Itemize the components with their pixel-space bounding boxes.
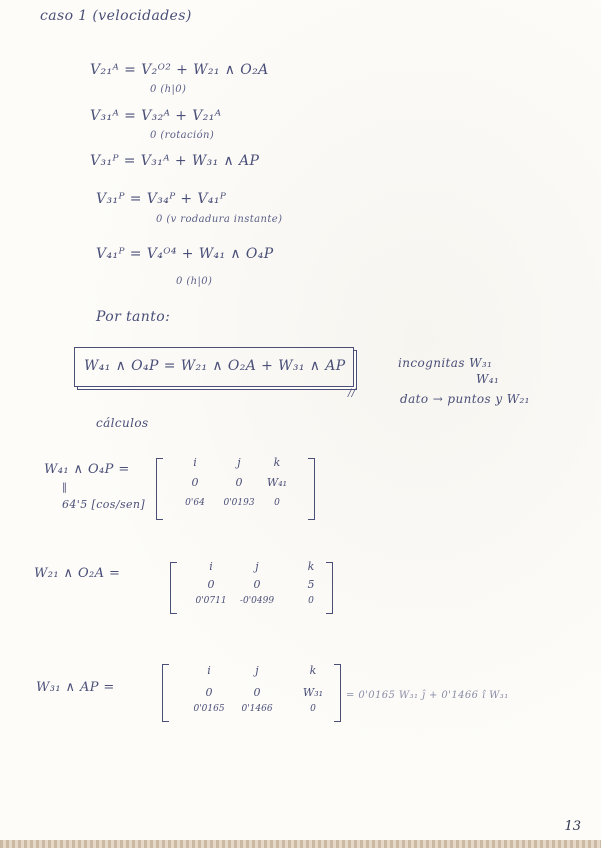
- por-tanto-label: Por tanto:: [96, 309, 171, 325]
- equation-4-note: 0 (v rodadura instante): [156, 214, 283, 225]
- matrix-1-cell: k: [273, 456, 281, 469]
- given-data: dato → puntos y W₂₁: [400, 392, 530, 406]
- matrix-2-cell: k: [307, 560, 315, 573]
- matrix-1-cell: 0'64: [185, 498, 205, 508]
- matrix-2-cell: i: [209, 560, 213, 573]
- double-slash-mark: //: [348, 388, 356, 399]
- equation-2-note: 0 (rotación): [150, 130, 215, 141]
- matrix-1-equals-mark: ‖: [62, 482, 68, 493]
- matrix-3-lhs: W₃₁ ∧ AP =: [36, 680, 115, 695]
- equation-1-note: 0 (h|0): [150, 84, 187, 95]
- equation-4: V₃₁ᴾ = V₃₄ᴾ + V₄₁ᴾ: [96, 191, 227, 207]
- matrix-2-cell: 0: [207, 578, 215, 591]
- unknowns-word: incognitas: [398, 356, 465, 370]
- matrix-3-result: = 0'0165 W₃₁ ĵ + 0'1466 î W₃₁: [346, 690, 509, 701]
- matrix-3-cell: i: [207, 664, 211, 677]
- matrix-1-cell: 0: [191, 476, 199, 489]
- matrix-1-cell: i: [193, 456, 197, 469]
- matrix-2-cell: -0'0499: [239, 596, 275, 606]
- matrix-1-cell: j: [237, 456, 241, 469]
- matrix-1-lhs: W₄₁ ∧ O₄P =: [44, 462, 130, 477]
- unknown-w41: W₄₁: [476, 372, 500, 386]
- page-title: caso 1 (velocidades): [40, 8, 192, 24]
- matrix-3-cell: k: [309, 664, 317, 677]
- matrix-3-cell: j: [255, 664, 259, 677]
- unknown-w31: W₃₁: [469, 356, 493, 370]
- unknowns-label: [398, 356, 492, 370]
- equation-1: V₂₁ᴬ = V₂ᴼ² + W₂₁ ∧ O₂A: [90, 62, 269, 78]
- equation-5-note: 0 (h|0): [176, 276, 213, 287]
- matrix-2-lhs: W₂₁ ∧ O₂A =: [34, 566, 121, 581]
- equation-2: V₃₁ᴬ = V₃₂ᴬ + V₂₁ᴬ: [90, 108, 222, 124]
- matrix-2-cell: 5: [307, 578, 315, 591]
- matrix-1-cell: W₄₁: [266, 476, 288, 489]
- matrix-2-cell: 0: [253, 578, 261, 591]
- matrix-2-cell: j: [255, 560, 259, 573]
- matrix-3-cell: 0: [310, 704, 316, 714]
- equation-5: V₄₁ᴾ = V₄ᴼ⁴ + W₄₁ ∧ O₄P: [96, 246, 274, 262]
- matrix-1-right-bracket: [308, 458, 315, 520]
- matrix-3-cell: W₃₁: [302, 686, 324, 699]
- matrix-3-left-bracket: [162, 664, 169, 722]
- matrix-1-cell: 0: [235, 476, 243, 489]
- matrix-1-angle: 64'5 [cos/sen]: [62, 498, 146, 511]
- matrix-3-cell: 0: [205, 686, 213, 699]
- page-number: 13: [564, 819, 581, 834]
- matrix-3-cell: 0: [253, 686, 261, 699]
- matrix-2-left-bracket: [170, 562, 177, 614]
- matrix-2-cell: 0: [308, 596, 314, 606]
- matrix-2-cell: 0'0711: [195, 596, 227, 606]
- calculos-label: cálculos: [96, 416, 149, 430]
- boxed-equation: W₄₁ ∧ O₄P = W₂₁ ∧ O₂A + W₃₁ ∧ AP: [84, 358, 346, 374]
- matrix-1-cell: 0'0193: [223, 498, 255, 508]
- scan-edge-strip: [0, 840, 601, 848]
- matrix-1-left-bracket: [156, 458, 163, 520]
- matrix-3-cell: 0'1466: [241, 704, 273, 714]
- matrix-3-cell: 0'0165: [193, 704, 225, 714]
- equation-3: V₃₁ᴾ = V₃₁ᴬ + W₃₁ ∧ AP: [90, 153, 260, 169]
- matrix-1-cell: 0: [274, 498, 280, 508]
